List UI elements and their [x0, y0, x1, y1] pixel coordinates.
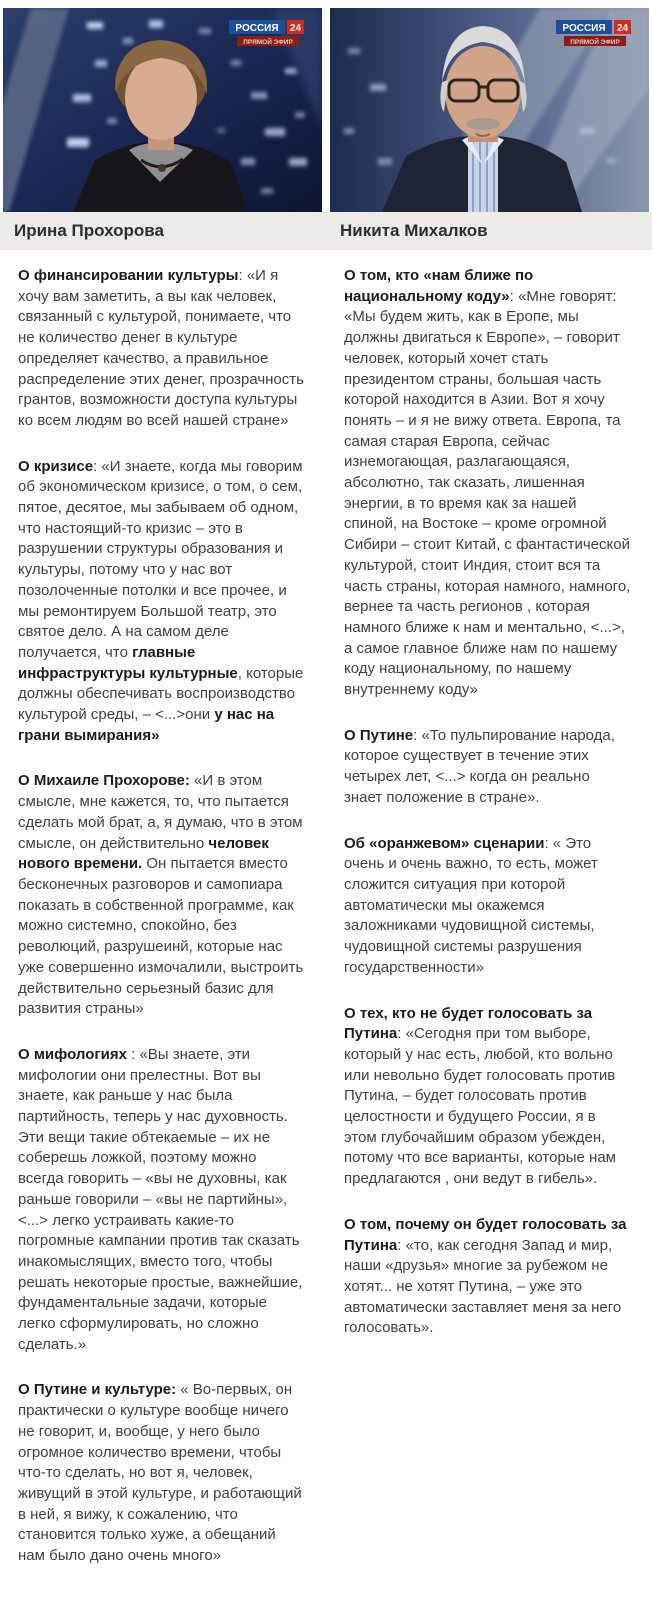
svg-text:РОССИЯ: РОССИЯ: [562, 23, 606, 34]
rossiya-24-logo: [556, 20, 631, 46]
quote-paragraph: О том, почему он будет голосовать за Путина: «то, как сегодня Запад и мир, наши «друзья» многие за рубежом не хотят... не хотят Путина, – уже это автоматически заставляет меня за него голосовать».: [344, 1215, 627, 1337]
svg-text:РОССИЯ: РОССИЯ: [235, 23, 279, 34]
quote-paragraph: Об «оранжевом» сценарии: « Это очень и очень важно, то есть, может сложится ситуация при которой автоматически мы окажемся заложниками чудовищной системы, чудовищной системы разрушения государственности»: [344, 834, 598, 976]
quote-paragraph: О Михаиле Прохорове: «И в этом смысле, мне кажется, то, что пытается сделать мой брат, а, я думаю, что в этом смысле, он действительно человек нового времени. Он пытается вместо бесконечных разговоров и самопиара показать в собственной программе, как можно системно, спокойно, без революций, разрушеинй, которые нас уже совершенно измочалили, выстроить действительно серьезный базис для развития страны»: [18, 772, 304, 1018]
svg-text:24: 24: [616, 23, 629, 34]
svg-text:ПРЯМОЙ ЭФИР: ПРЯМОЙ ЭФИР: [243, 39, 293, 46]
quotes-columns: [0, 250, 652, 1622]
quote-paragraph: О финансировании культуры: «И я хочу вам заметить, а вы как человек, связанный с культурой, понимаете, что не количество денег в культуре определяет качество, а правильное распределение этих денег, прозрачность грантов, возможности доступа культуры ко всем людям во всей нашей стране»: [18, 267, 304, 429]
name-bar: [0, 212, 652, 250]
quote-paragraph: О мифологиях : «Вы знаете, эти мифологии они прелестны. Вот вы знаете, как раньше у нас была партийность, теперь у нас духовность. Эти вещи такие обтекаемые – их не соберешь ложкой, поэтому можно всегда говорить – «вы не духовны, как раньше говорили – «вы не партийны», <...> легко устраивать какие-то погромные кампании против так сказать инакомыслящих, вместо того, чтобы решать некоторые простые, важнейшие, фундаментальные задачи, которые легко сформулировать, но сложно сделать.»: [18, 1045, 303, 1353]
quote-paragraph: О тех, кто не будет голосовать за Путина: «Сегодня при том выборе, который у нас есть, любой, кто вольно или невольно будет голосовать против Путина, – будет голосовать против целостности и будущего России, я в этом глубочайшим образом убежден, потому что все варианты, которые нам предлагаются , они ведут в гибель».: [344, 1004, 616, 1188]
quote-paragraph: О Путине и культуре: « Во-первых, он практически о культуре вообще ничего не говорит, и, вообще, у него было огромное количество времени, чтобы что-то сделать, но вот я, человек, живущий в этой культуре, и работающий в ней, я вижу, к сожалению, что становится только хуже, а обещаний нам было дано очень много»: [18, 1381, 302, 1565]
person-name-nikita-mikhalkov: Никита Михалков: [340, 221, 488, 240]
quote-paragraph: О кризисе: «И знаете, когда мы говорим об экономическом кризисе, о том, о сем, пятое, десятое, мы забываем об одном, что настоящий-то кризис – это в разрушении структуры образования и культуры, потому что у нас вот позолоченные потолки и все прочее, и мы ремонтируем Большой театр, это святое дело. А на самом деле получается, что главные инфраструктуры культурные, которые должны обеспечивать воспроизводство культурой среды, – <...>они у нас на грани вымирания»: [18, 457, 304, 744]
quotes-column-prokhorova: [0, 250, 326, 1622]
svg-text:ПРЯМОЙ ЭФИР: ПРЯМОЙ ЭФИР: [570, 39, 620, 46]
quotes-column-mikhalkov: [326, 250, 652, 1622]
rossiya-24-logo: [229, 20, 304, 46]
photos-row: [0, 0, 652, 212]
svg-text:24: 24: [289, 23, 302, 34]
quote-paragraph: О том, кто «нам ближе по национальному коду»: «Мне говорят: «Мы будем жить, как в Еропе, мы должны двигаться к Европе», – говорит человек, который хочет стать президентом страны, большая часть которой находится в Азии. Вот я хочу понять – и я не вижу ответа. Европа, та самая старая Европа, сейчас изнемогающая, разлагающаяся, абсолютно, так сказать, лишенная энергии, в то время как за нашей спиной, на Востоке – кроме огромной Сибири – стоит Китай, с фантастической культурой, стоит Индия, стоит вся та часть страны, которая намного, намного, вернее та часть регионов , которая намного ближе к нам и ментально, <...>, а самое главное ближе нам по нашему коду национальному, по нашему внутреннему коду»: [344, 267, 631, 699]
photo-nikita-mikhalkov: [330, 8, 649, 212]
person-name-irina-prokhorova: Ирина Прохорова: [14, 221, 164, 240]
quote-paragraph: О Путине: «То пульпирование народа, которое существует в течение этих четырех лет, <...> когда он реально знает положение в стране».: [344, 726, 615, 806]
photo-irina-prokhorova: [3, 8, 322, 212]
